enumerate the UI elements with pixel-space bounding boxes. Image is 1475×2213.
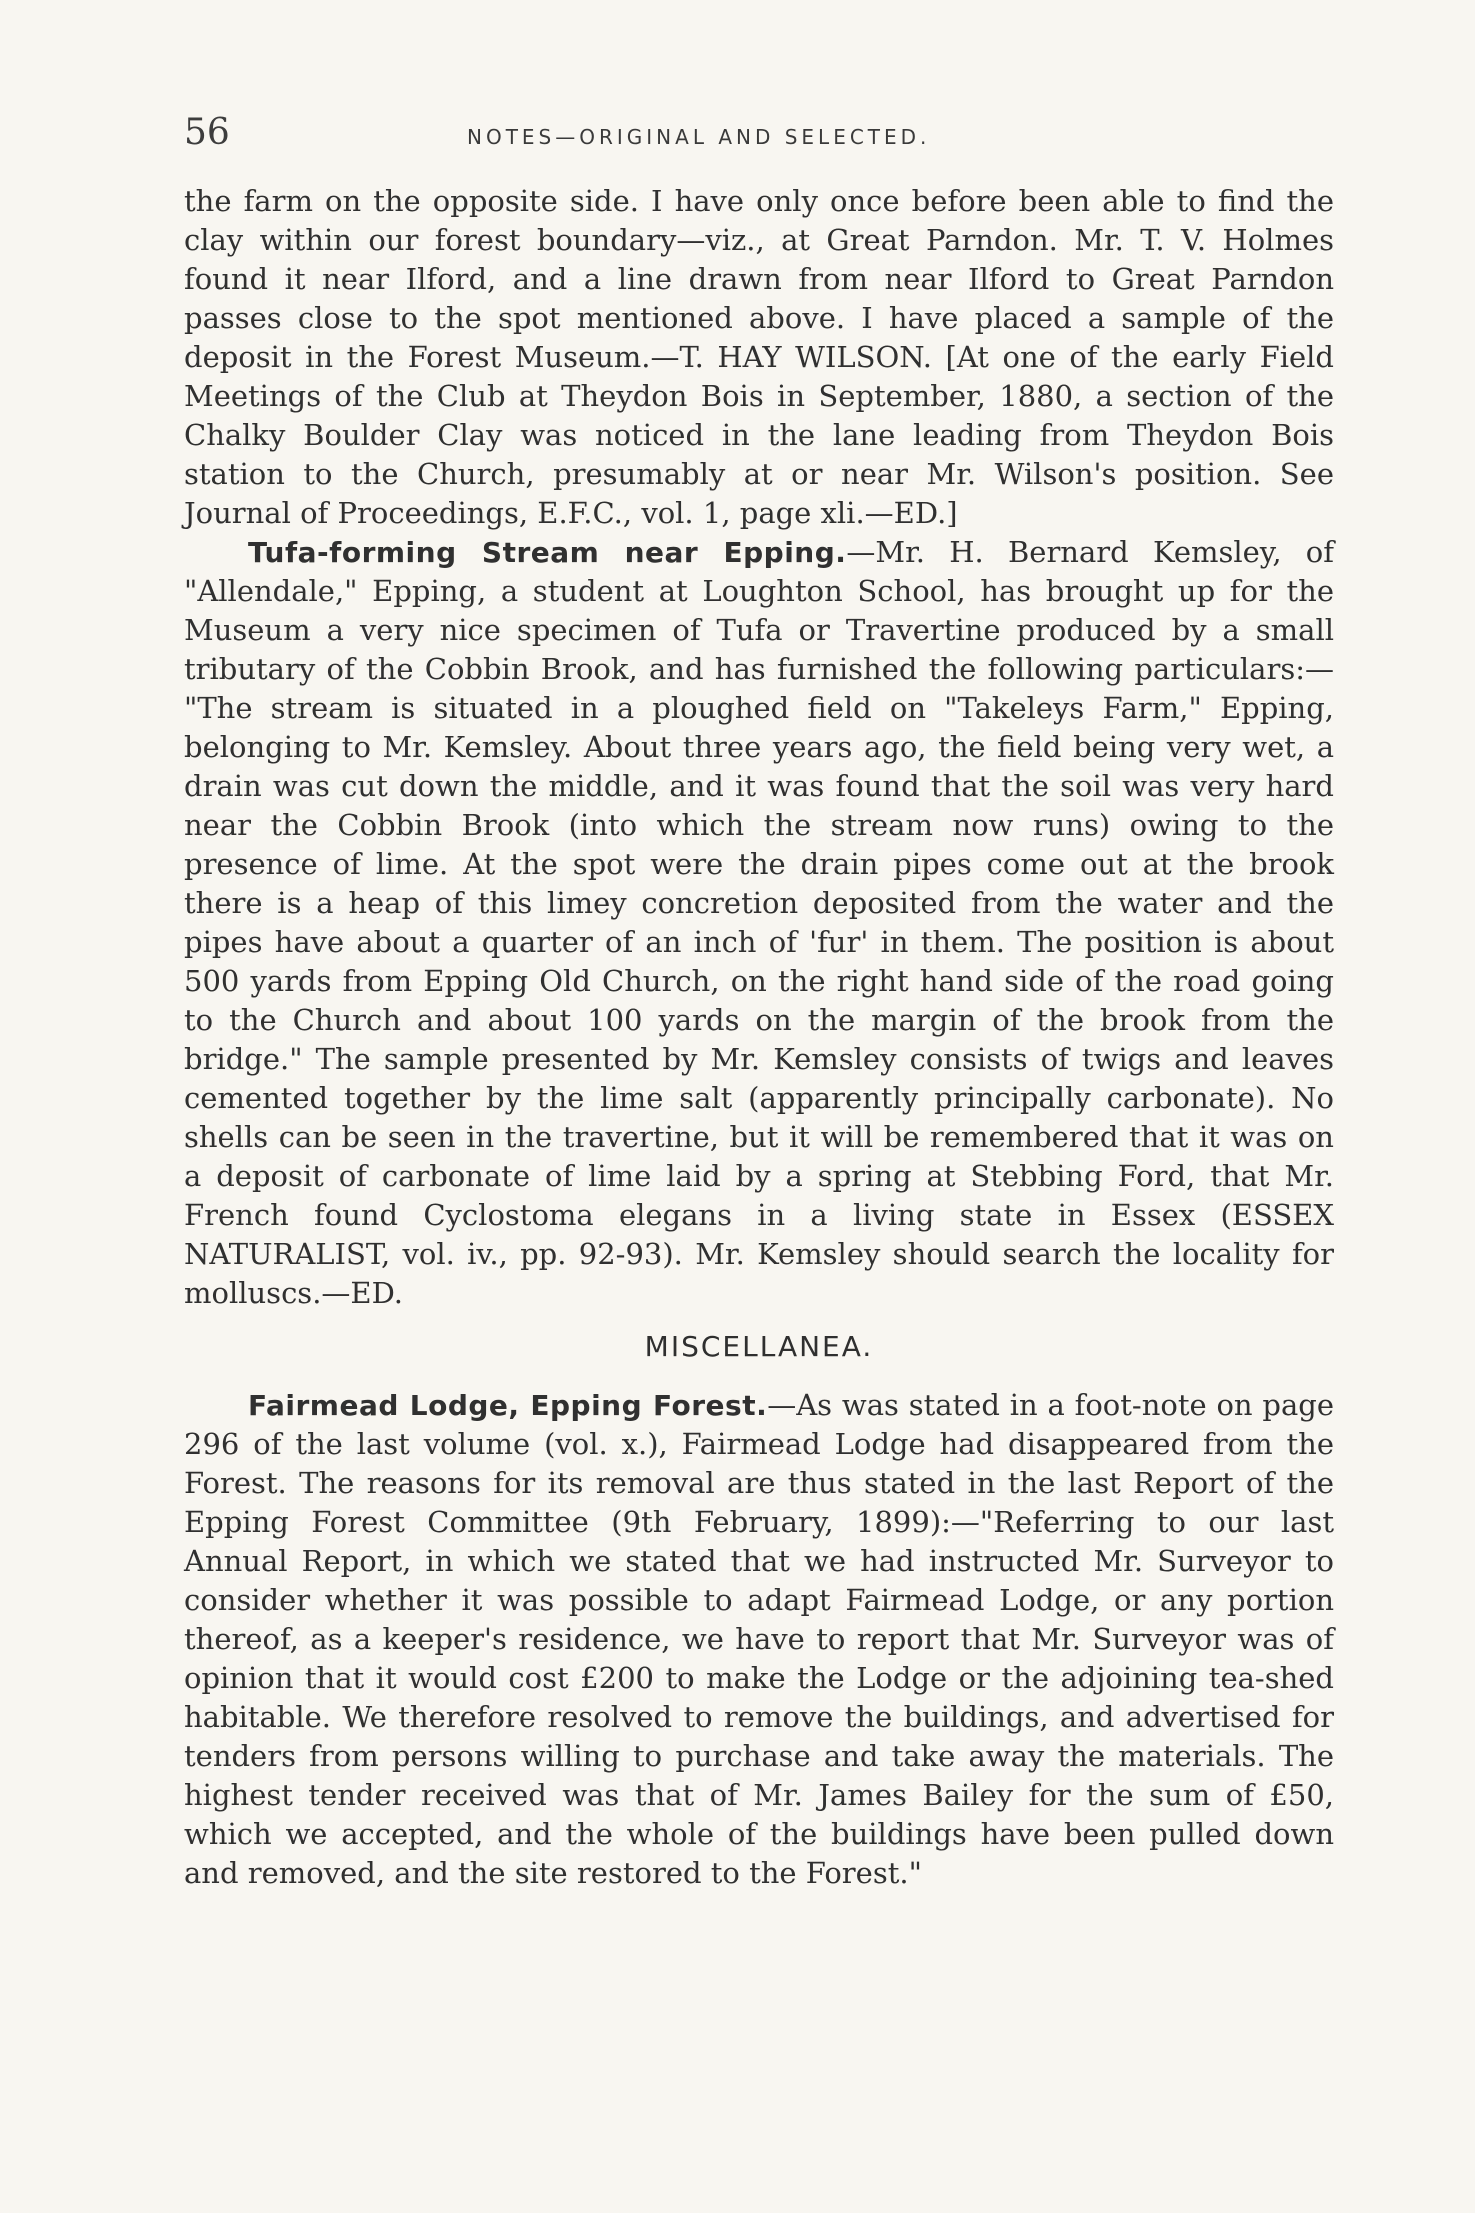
tufa-title: Tufa-forming Stream near Epping. <box>248 536 847 569</box>
running-head: NOTES—ORIGINAL AND SELECTED. <box>467 125 931 149</box>
tufa-body: —Mr. H. Bernard Kemsley, of "Allendale," Epping, a student at Loughton School, has brought up for the Museum a very nice specimen of Tufa or Travertine produced by a small tributary of the Cobbin Brook, and has furnished the following particulars:— "The stream is situated in a ploughed field on "Takeleys Farm," Epping, belonging to Mr. Kemsley. About three years ago, the field being very wet, a drain was cut down the middle, and it was found that the soil was very hard near the Cobbin Brook (into which the stream now runs) owing to the presence of lime. At the spot were the drain pipes come out at the brook there is a heap of this limey concretion deposited from the water and the pipes have about a quarter of an inch of 'fur' in them. The position is about 500 yards from Epping Old Church, on the right hand side of the road going to the Church and about 100 yards on the margin of the brook from the bridge." The sample presented by Mr. Kemsley consists of twigs and leaves cemented together by the lime salt (apparently principally carbonate). No shells can be seen in the travertine, but it will be remembered that it was on a deposit of carbonate of lime laid by a spring at Stebbing Ford, that Mr. French found Cyclostoma elegans in a living state in Essex (ESSEX NATURALIST, vol. iv., pp. 92-93). Mr. Kemsley should search the locality for molluscs.—ED. <box>184 535 1334 1310</box>
fairmead-body: —As was stated in a foot-note on page 296 of the last volume (vol. x.), Fairmead Lodge had disappeared from the Forest. The reasons for its removal are thus stated in the last Report of the Epping Forest Committee (9th February, 1899):—"Referring to our last Annual Report, in which we stated that we had instructed Mr. Surveyor to consider whether it was possible to adapt Fairmead Lodge, or any portion thereof, as a keeper's residence, we have to report that Mr. Surveyor was of opinion that it would cost £200 to make the Lodge or the adjoining tea-shed habitable. We therefore resolved to remove the buildings, and advertised for tenders from persons willing to purchase and take away the materials. The highest tender received was that of Mr. James Bailey for the sum of £50, which we accepted, and the whole of the buildings have been pulled down and removed, and the site restored to the Forest." <box>184 1388 1334 1890</box>
notes-section <box>184 182 1334 1313</box>
fairmead-paragraph <box>184 1386 1334 1893</box>
page-number: 56 <box>184 112 230 153</box>
tufa-paragraph <box>184 533 1334 1313</box>
miscellanea-heading: MISCELLANEA. <box>644 1330 874 1363</box>
continued-paragraph: the farm on the opposite side. I have only once before been able to find the clay within our forest boundary—viz., at Great Parndon. Mr. T. V. Holmes found it near Ilford, and a line drawn from near Ilford to Great Parndon passes close to the spot mentioned above. I have placed a sample of the deposit in the Forest Museum.—T. HAY WILSON. [At one of the early Field Meetings of the Club at Theydon Bois in September, 1880, a section of the Chalky Boulder Clay was noticed in the lane leading from Theydon Bois station to the Church, presumably at or near Mr. Wilson's position. See Journal of Proceedings, E.F.C., vol. 1, page xli.—ED.] <box>184 184 1334 530</box>
miscellanea-section <box>184 1386 1334 1893</box>
fairmead-title: Fairmead Lodge, Epping Forest. <box>248 1389 768 1422</box>
page-header <box>184 112 1334 162</box>
